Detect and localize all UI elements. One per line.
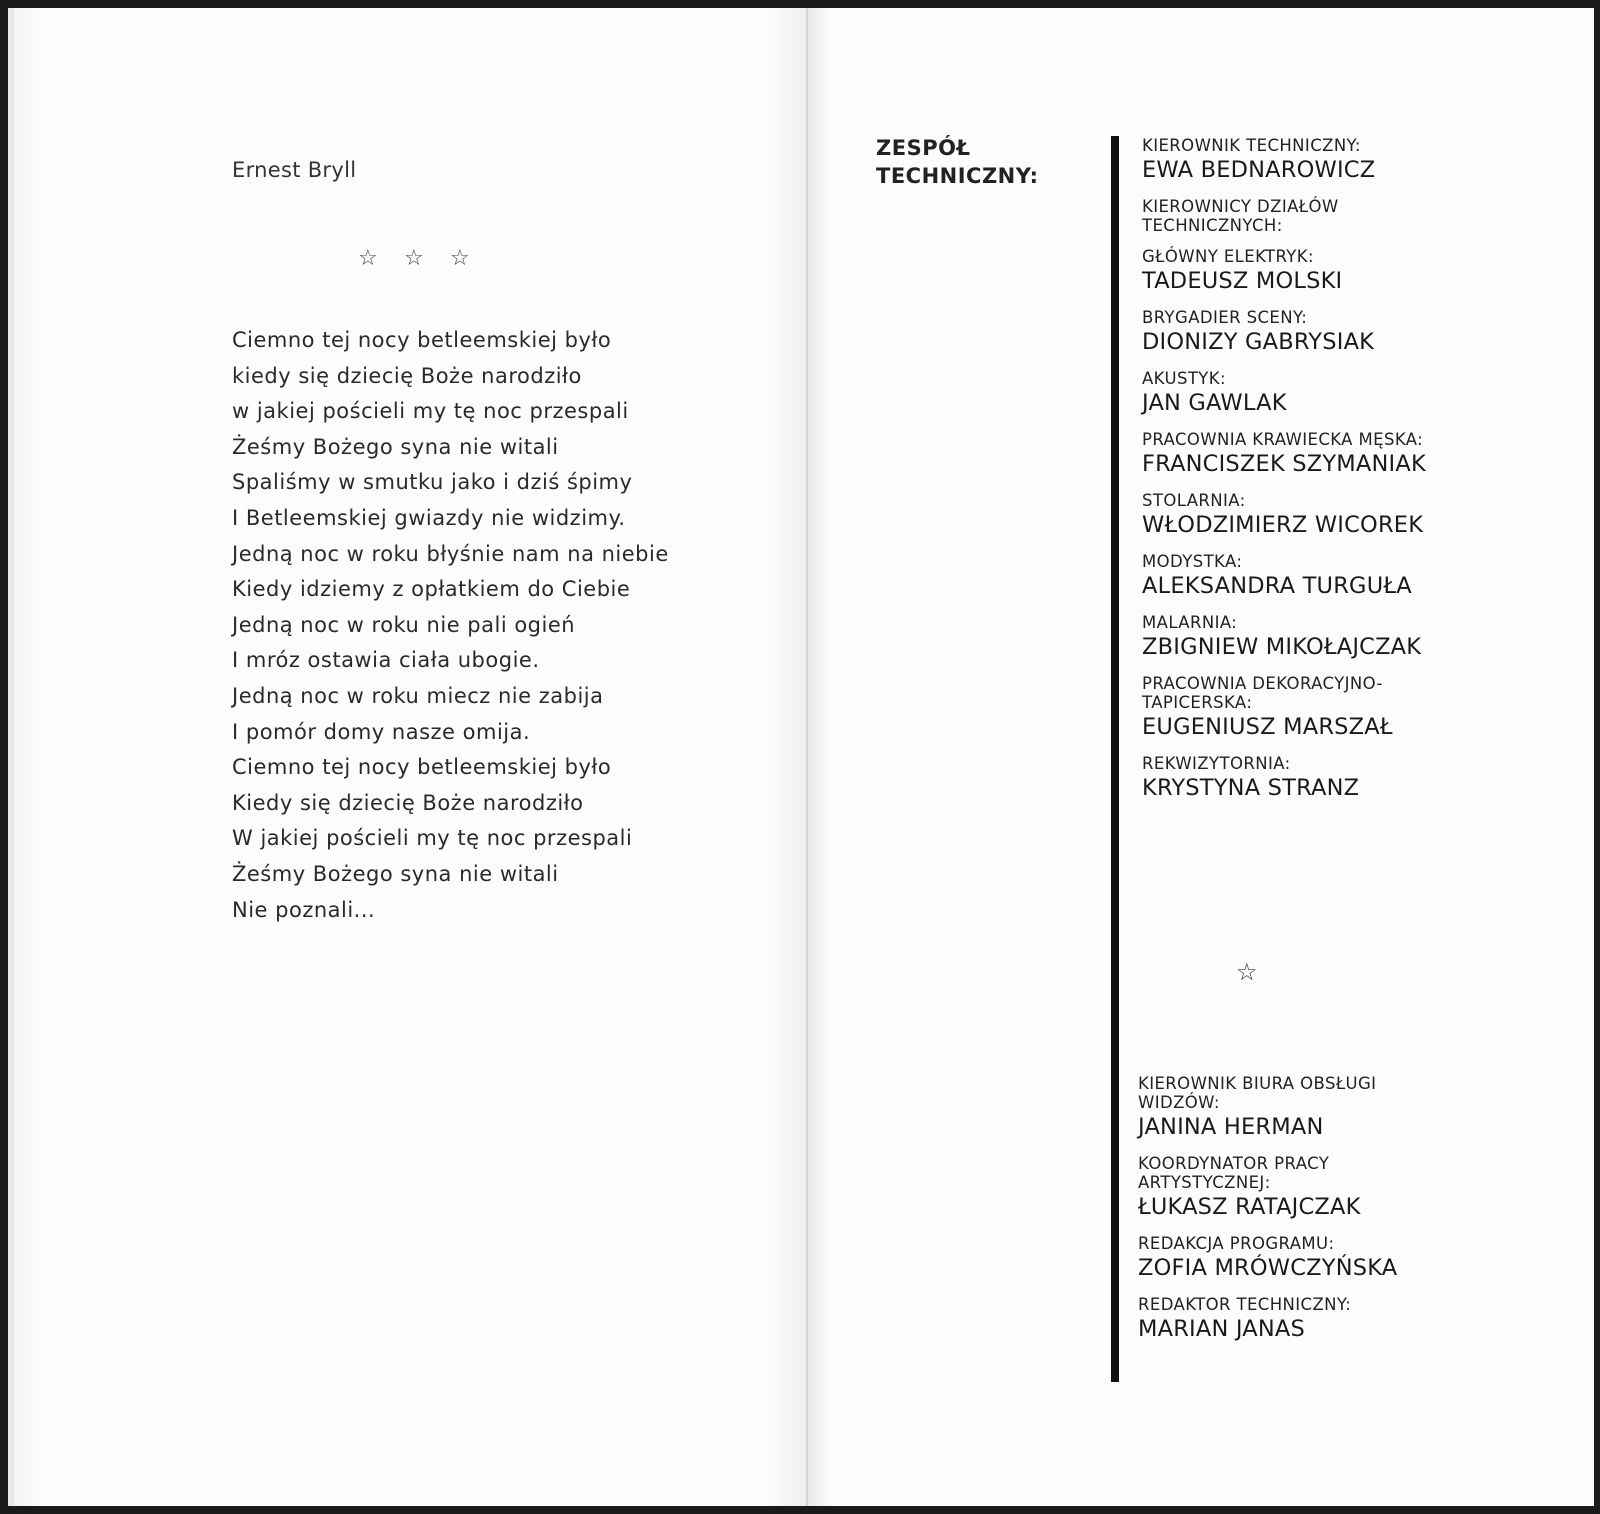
credit-name: JANINA HERMAN	[1138, 1114, 1324, 1140]
credit-name: ZOFIA MRÓWCZYŃSKA	[1138, 1255, 1398, 1281]
credit-role: KIEROWNIK BIURA OBSŁUGI WIDZÓW:	[1138, 1074, 1377, 1112]
credit-entry	[1138, 1154, 1578, 1222]
credit-name: MARIAN JANAS	[1138, 1316, 1305, 1342]
decorative-stars	[358, 246, 496, 271]
poem-line: Jedną noc w roku nie pali ogień	[232, 612, 576, 637]
poem-line: I Betleemskiej gwiazdy nie widzimy.	[232, 505, 626, 530]
credit-name: FRANCISZEK SZYMANIAK	[1142, 451, 1426, 477]
credit-entry	[1142, 308, 1582, 357]
credit-name: DIONIZY GABRYSIAK	[1142, 329, 1375, 355]
star-icon: ☆	[1236, 958, 1258, 986]
credit-entry	[1142, 247, 1582, 296]
poem-line: Kiedy idziemy z opłatkiem do Ciebie	[232, 577, 631, 602]
poem-line: Nie poznali...	[232, 897, 376, 922]
vertical-rule	[1111, 136, 1119, 1382]
poem-line: Jedną noc w roku miecz nie zabija	[232, 683, 604, 708]
credit-entry	[1142, 430, 1582, 479]
credit-name: ŁUKASZ RATAJCZAK	[1138, 1194, 1361, 1220]
credit-role: STOLARNIA:	[1142, 491, 1246, 510]
poem-author: Ernest Bryll	[232, 158, 357, 182]
right-page	[808, 8, 1594, 1506]
credit-role: KOORDYNATOR PRACY ARTYSTYCZNEJ:	[1138, 1154, 1330, 1192]
poem-line: Ciemno tej nocy betleemskiej było	[232, 328, 612, 352]
poem-line: w jakiej pościeli my tę noc przespali	[232, 399, 629, 424]
credit-role: REDAKCJA PROGRAMU:	[1138, 1234, 1335, 1253]
credit-role: PRACOWNIA KRAWIECKA MĘSKA:	[1142, 430, 1424, 449]
credit-entry	[1138, 1074, 1578, 1142]
credit-role: REKWIZYTORNIA:	[1142, 754, 1291, 773]
credit-entry	[1142, 369, 1582, 418]
poem-line: Kiedy się dziecię Boże narodziło	[232, 790, 584, 815]
credit-role: MALARNIA:	[1142, 613, 1238, 632]
poem-line: Żeśmy Bożego syna nie witali	[232, 434, 559, 459]
poem-line: Ciemno tej nocy betleemskiej było	[232, 755, 612, 780]
credit-name: ZBIGNIEW MIKOŁAJCZAK	[1142, 634, 1422, 660]
poem-line: Żeśmy Bożego syna nie witali	[232, 861, 559, 886]
credit-entry	[1142, 136, 1582, 185]
poem-line: W jakiej pościeli my tę noc przespali	[232, 826, 633, 851]
credit-entry	[1142, 674, 1582, 742]
credit-role: REDAKTOR TECHNICZNY:	[1138, 1295, 1352, 1314]
poem-text	[232, 323, 669, 928]
credit-name: KRYSTYNA STRANZ	[1142, 775, 1360, 801]
credit-role: GŁÓWNY ELEKTRYK:	[1142, 247, 1314, 266]
credit-entry	[1142, 491, 1582, 540]
credit-entry	[1138, 1234, 1578, 1283]
poem-line: Spaliśmy w smutku jako i dziś śpimy	[232, 470, 633, 495]
team-heading	[876, 134, 1039, 190]
poem-line: kiedy się dziecię Boże narodziło	[232, 363, 582, 388]
credit-role: BRYGADIER SCENY:	[1142, 308, 1308, 327]
credit-entry	[1138, 1295, 1578, 1344]
credit-name: EUGENIUSZ MARSZAŁ	[1142, 714, 1393, 740]
credit-role: PRACOWNIA DEKORACYJNO- TAPICERSKA:	[1142, 674, 1383, 712]
credit-entry	[1142, 197, 1582, 235]
credit-entry	[1142, 552, 1582, 601]
star-icon: ☆	[404, 246, 424, 271]
credit-name: WŁODZIMIERZ WICOREK	[1142, 512, 1424, 538]
poem-line: I mróz ostawia ciała ubogie.	[232, 648, 540, 673]
team-heading-line1: ZESPÓŁ	[876, 136, 971, 160]
credit-role: KIEROWNICY DZIAŁÓW TECHNICZNYCH:	[1142, 197, 1339, 235]
star-icon: ☆	[358, 246, 378, 271]
credit-entry	[1142, 613, 1582, 662]
poem-line: I pomór domy nasze omija.	[232, 719, 531, 744]
poem-line: Jedną noc w roku błyśnie nam na niebie	[232, 541, 669, 566]
technical-credits	[1142, 136, 1582, 815]
credit-entry	[1142, 754, 1582, 803]
credit-name: JAN GAWLAK	[1142, 390, 1287, 416]
staff-credits	[1138, 1074, 1578, 1356]
credit-role: AKUSTYK:	[1142, 369, 1226, 388]
credit-name: TADEUSZ MOLSKI	[1142, 268, 1343, 294]
left-page	[8, 8, 814, 1506]
star-icon: ☆	[450, 246, 470, 271]
team-heading-line2: TECHNICZNY:	[876, 164, 1039, 188]
credit-role: MODYSTKA:	[1142, 552, 1243, 571]
credit-role: KIEROWNIK TECHNICZNY:	[1142, 136, 1361, 155]
credit-name: EWA BEDNAROWICZ	[1142, 157, 1376, 183]
credit-name: ALEKSANDRA TURGUŁA	[1142, 573, 1412, 599]
